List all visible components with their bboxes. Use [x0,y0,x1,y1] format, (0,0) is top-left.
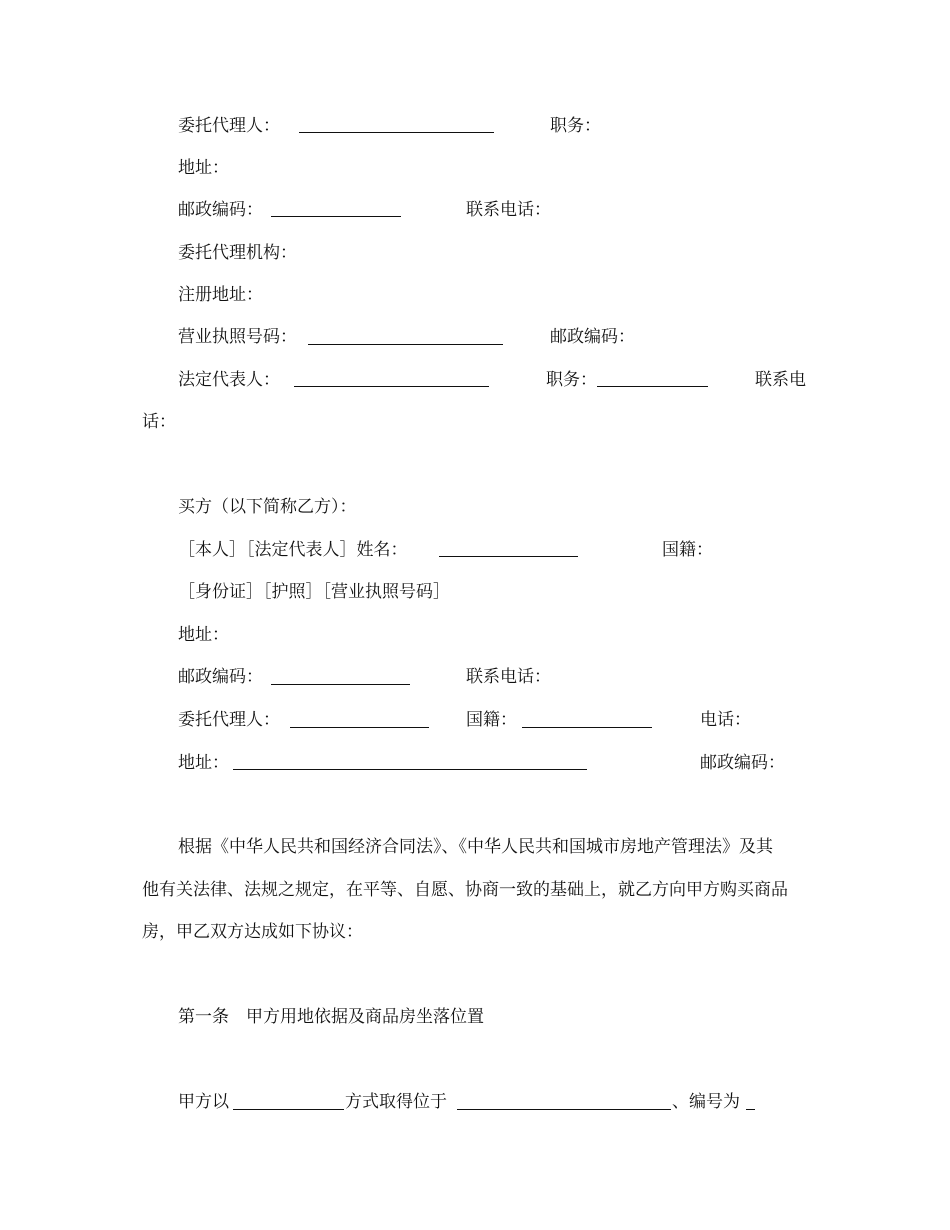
article-1-text-part-1: 甲方以 [178,1092,229,1112]
agent-label: 委托代理人： [178,116,280,136]
legal-rep-position-blank[interactable] [597,386,708,387]
postcode-blank[interactable] [271,216,401,217]
preamble-line-2: 他有关法律、法规之规定，在平等、自愿、协商一致的基础上，就乙方向甲方购买商品 [142,880,788,900]
legal-rep-position-label: 职务： [546,370,597,390]
address-label: 地址： [178,158,229,178]
acquisition-method-blank[interactable] [233,1109,344,1110]
buyer-nationality-label: 国籍： [662,540,713,560]
agent-blank[interactable] [299,132,494,133]
buyer-agent-nationality-label: 国籍： [466,710,517,730]
article-1-heading: 第一条 甲方用地依据及商品房坐落位置 [178,1007,484,1027]
article-1-text-part-2: 方式取得位于 [345,1092,447,1112]
reg-address-label: 注册地址： [178,285,263,305]
legal-rep-blank[interactable] [294,386,489,387]
buyer-agent-address-label: 地址： [178,753,229,773]
buyer-postcode-blank[interactable] [271,684,410,685]
preamble-line-3: 房，甲乙双方达成如下协议： [142,922,363,942]
postcode-label: 邮政编码： [178,200,263,220]
article-1-text-part-3: 、编号为 [672,1092,740,1112]
buyer-name-blank[interactable] [439,556,578,557]
agency-label: 委托代理机构： [178,243,297,263]
buyer-id-types: ［身份证］［护照］［营业执照号码］ [178,582,450,602]
buyer-identity-line: ［本人］［法定代表人］姓名： [178,540,408,560]
license-blank[interactable] [308,344,503,345]
buyer-heading: 买方（以下简称乙方）： [178,497,357,517]
buyer-agent-nationality-blank[interactable] [522,727,652,728]
buyer-address-label: 地址： [178,625,229,645]
buyer-agent-phone-label: 电话： [700,710,751,730]
buyer-agent-blank[interactable] [290,727,429,728]
legal-rep-label: 法定代表人： [178,370,280,390]
legal-rep-phone-label-wrap: 话： [142,412,176,432]
position-label: 职务： [550,116,601,136]
buyer-postcode-label: 邮政编码： [178,667,263,687]
buyer-agent-postcode-label: 邮政编码： [700,753,785,773]
location-blank[interactable] [457,1109,671,1110]
agency-postcode-label: 邮政编码： [550,327,635,347]
license-label: 营业执照号码： [178,327,297,347]
preamble-line-1: 根据《中华人民共和国经济合同法》、《中华人民共和国城市房地产管理法》及其 [178,837,773,857]
buyer-agent-label: 委托代理人： [178,710,280,730]
buyer-agent-address-blank[interactable] [233,769,587,770]
legal-rep-phone-label: 联系电 [755,370,806,390]
buyer-phone-label: 联系电话： [466,667,551,687]
number-blank[interactable] [746,1109,755,1110]
phone-label: 联系电话： [466,200,551,220]
